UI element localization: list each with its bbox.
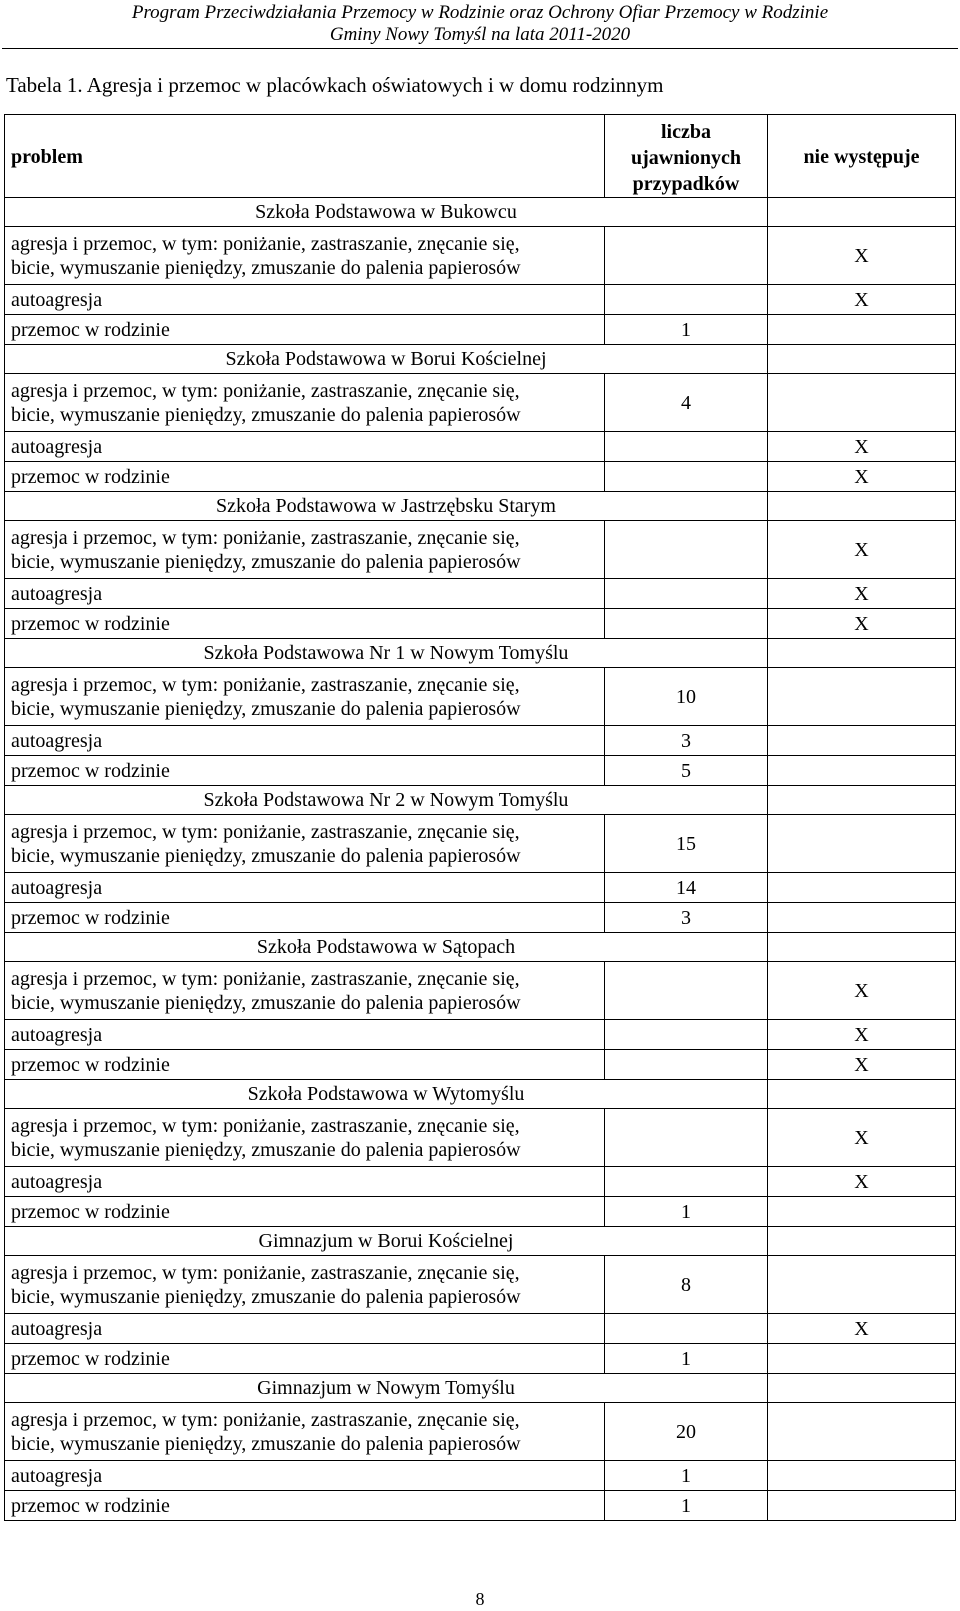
absent-mark-cell: X [768,227,956,285]
problem-line-2: bicie, wymuszanie pieniędzy, zmuszanie do palenia papierosów [11,256,521,279]
table-row [5,1050,956,1080]
header-divider [2,48,958,49]
problem-cell [5,521,605,579]
count-cell: 1 [605,1461,768,1491]
count-cell [605,462,768,492]
table-row [5,815,956,873]
problem-cell: autoagresja [5,432,605,462]
table-row [5,374,956,432]
table-row [5,462,956,492]
absent-mark-cell: X [768,1109,956,1167]
table-row [5,315,956,345]
school-section-row [5,1080,956,1109]
count-cell [605,579,768,609]
problem-line-1: agresja i przemoc, w tym: poniżanie, zastraszanie, znęcanie się, [11,379,520,402]
school-section-row [5,198,956,227]
table-row [5,609,956,639]
table-row [5,432,956,462]
section-empty-cell [768,933,956,962]
absent-mark-cell [768,1256,956,1314]
absent-mark-cell [768,873,956,903]
absent-mark-cell: X [768,1167,956,1197]
problem-line-1: agresja i przemoc, w tym: poniżanie, zastraszanie, znęcanie się, [11,673,520,696]
absent-mark-cell [768,815,956,873]
problem-cell: przemoc w rodzinie [5,315,605,345]
problem-cell [5,1109,605,1167]
school-section-row [5,492,956,521]
count-cell [605,1109,768,1167]
school-name: Szkoła Podstawowa w Jastrzębsku Starym [5,492,768,521]
section-empty-cell [768,1374,956,1403]
count-cell [605,1050,768,1080]
table-caption: Tabela 1. Agresja i przemoc w placówkach oświatowych i w domu rodzinnym [6,73,664,97]
absent-mark-cell: X [768,962,956,1020]
section-empty-cell [768,1080,956,1109]
absent-mark-cell [768,903,956,933]
count-cell [605,1020,768,1050]
absent-mark-cell [768,374,956,432]
absent-mark-cell: X [768,521,956,579]
header-line-2: Gminy Nowy Tomyśl na lata 2011-2020 [329,24,631,45]
table-row [5,756,956,786]
problem-line-2: bicie, wymuszanie pieniędzy, zmuszanie do palenia papierosów [11,1138,521,1161]
count-cell [605,1314,768,1344]
section-empty-cell [768,345,956,374]
count-cell: 10 [605,668,768,726]
problem-line-1: agresja i przemoc, w tym: poniżanie, zastraszanie, znęcanie się, [11,1408,520,1431]
absent-mark-cell: X [768,1050,956,1080]
count-cell: 4 [605,374,768,432]
problem-cell: przemoc w rodzinie [5,1491,605,1521]
problem-cell: przemoc w rodzinie [5,1050,605,1080]
problem-cell [5,1403,605,1461]
problem-cell: przemoc w rodzinie [5,609,605,639]
column-header-absent: nie występuje [768,115,956,198]
table-row [5,1197,956,1227]
absent-mark-cell [768,1491,956,1521]
problem-line-1: agresja i przemoc, w tym: poniżanie, zastraszanie, znęcanie się, [11,526,520,549]
column-header-problem: problem [5,115,605,198]
count-cell [605,227,768,285]
problem-cell [5,962,605,1020]
problem-line-1: agresja i przemoc, w tym: poniżanie, zastraszanie, znęcanie się, [11,1114,520,1137]
count-cell [605,285,768,315]
page-number: 8 [475,1589,485,1609]
problem-cell: autoagresja [5,1020,605,1050]
problem-line-2: bicie, wymuszanie pieniędzy, zmuszanie do palenia papierosów [11,1285,521,1308]
table-row [5,1314,956,1344]
table-header-row [5,115,956,198]
column-header-count: liczba ujawnionych przypadków [605,115,768,198]
count-cell: 20 [605,1403,768,1461]
count-cell: 3 [605,726,768,756]
problem-line-2: bicie, wymuszanie pieniędzy, zmuszanie do palenia papierosów [11,403,521,426]
table-row [5,1403,956,1461]
table-row [5,1167,956,1197]
count-cell [605,609,768,639]
school-name: Szkoła Podstawowa w Sątopach [5,933,768,962]
table-row [5,521,956,579]
problem-cell: autoagresja [5,1314,605,1344]
problem-cell: autoagresja [5,1167,605,1197]
problem-line-2: bicie, wymuszanie pieniędzy, zmuszanie do palenia papierosów [11,697,521,720]
section-empty-cell [768,639,956,668]
count-cell: 8 [605,1256,768,1314]
count-cell: 3 [605,903,768,933]
section-empty-cell [768,786,956,815]
problem-cell: przemoc w rodzinie [5,903,605,933]
section-empty-cell [768,492,956,521]
absent-mark-cell [768,726,956,756]
absent-mark-cell [768,668,956,726]
table-row [5,726,956,756]
school-name: Szkoła Podstawowa Nr 2 w Nowym Tomyślu [5,786,768,815]
absent-mark-cell [768,315,956,345]
table-row [5,579,956,609]
school-section-row [5,1374,956,1403]
absent-mark-cell: X [768,1314,956,1344]
school-section-row [5,639,956,668]
problem-line-2: bicie, wymuszanie pieniędzy, zmuszanie do palenia papierosów [11,991,521,1014]
table-row [5,1109,956,1167]
problem-cell: autoagresja [5,1461,605,1491]
problem-cell [5,374,605,432]
absent-mark-cell: X [768,579,956,609]
school-name: Szkoła Podstawowa w Bukowcu [5,198,768,227]
count-cell: 1 [605,1344,768,1374]
problem-cell: autoagresja [5,726,605,756]
school-section-row [5,345,956,374]
absent-mark-cell [768,756,956,786]
school-name: Gimnazjum w Borui Kościelnej [5,1227,768,1256]
absent-mark-cell [768,1344,956,1374]
count-cell: 14 [605,873,768,903]
problem-cell: przemoc w rodzinie [5,1344,605,1374]
absent-mark-cell [768,1461,956,1491]
table-row [5,1256,956,1314]
problem-cell [5,668,605,726]
problem-line-2: bicie, wymuszanie pieniędzy, zmuszanie do palenia papierosów [11,550,521,573]
table-row [5,962,956,1020]
problem-line-2: bicie, wymuszanie pieniędzy, zmuszanie do palenia papierosów [11,1432,521,1455]
table-row [5,1020,956,1050]
school-section-row [5,933,956,962]
cases-table [4,114,956,1521]
table-row [5,668,956,726]
count-cell: 1 [605,1491,768,1521]
count-cell: 15 [605,815,768,873]
problem-cell: przemoc w rodzinie [5,462,605,492]
problem-line-1: agresja i przemoc, w tym: poniżanie, zastraszanie, znęcanie się, [11,232,520,255]
problem-cell: przemoc w rodzinie [5,756,605,786]
table-row [5,1491,956,1521]
count-cell: 5 [605,756,768,786]
count-cell [605,521,768,579]
problem-cell: autoagresja [5,579,605,609]
problem-cell [5,1256,605,1314]
count-cell [605,1167,768,1197]
section-empty-cell [768,198,956,227]
table-row [5,1461,956,1491]
absent-mark-cell: X [768,462,956,492]
problem-cell [5,815,605,873]
count-cell: 1 [605,315,768,345]
count-cell [605,432,768,462]
count-cell: 1 [605,1197,768,1227]
absent-mark-cell: X [768,609,956,639]
school-name: Szkoła Podstawowa w Wytomyślu [5,1080,768,1109]
count-cell [605,962,768,1020]
problem-line-1: agresja i przemoc, w tym: poniżanie, zastraszanie, znęcanie się, [11,820,520,843]
problem-line-2: bicie, wymuszanie pieniędzy, zmuszanie do palenia papierosów [11,844,521,867]
problem-cell: autoagresja [5,285,605,315]
table-row [5,227,956,285]
problem-line-1: agresja i przemoc, w tym: poniżanie, zastraszanie, znęcanie się, [11,1261,520,1284]
school-name: Szkoła Podstawowa w Borui Kościelnej [5,345,768,374]
problem-line-1: agresja i przemoc, w tym: poniżanie, zastraszanie, znęcanie się, [11,967,520,990]
absent-mark-cell [768,1197,956,1227]
problem-cell: autoagresja [5,873,605,903]
problem-cell: przemoc w rodzinie [5,1197,605,1227]
school-section-row [5,786,956,815]
school-name: Gimnazjum w Nowym Tomyślu [5,1374,768,1403]
table-row [5,1344,956,1374]
problem-cell [5,227,605,285]
absent-mark-cell: X [768,1020,956,1050]
table-row [5,903,956,933]
section-empty-cell [768,1227,956,1256]
absent-mark-cell: X [768,432,956,462]
absent-mark-cell: X [768,285,956,315]
school-name: Szkoła Podstawowa Nr 1 w Nowym Tomyślu [5,639,768,668]
table-row [5,873,956,903]
absent-mark-cell [768,1403,956,1461]
table-row [5,285,956,315]
school-section-row [5,1227,956,1256]
header-line-1: Program Przeciwdziałania Przemocy w Rodzinie oraz Ochrony Ofiar Przemocy w Rodzinie [131,2,829,23]
